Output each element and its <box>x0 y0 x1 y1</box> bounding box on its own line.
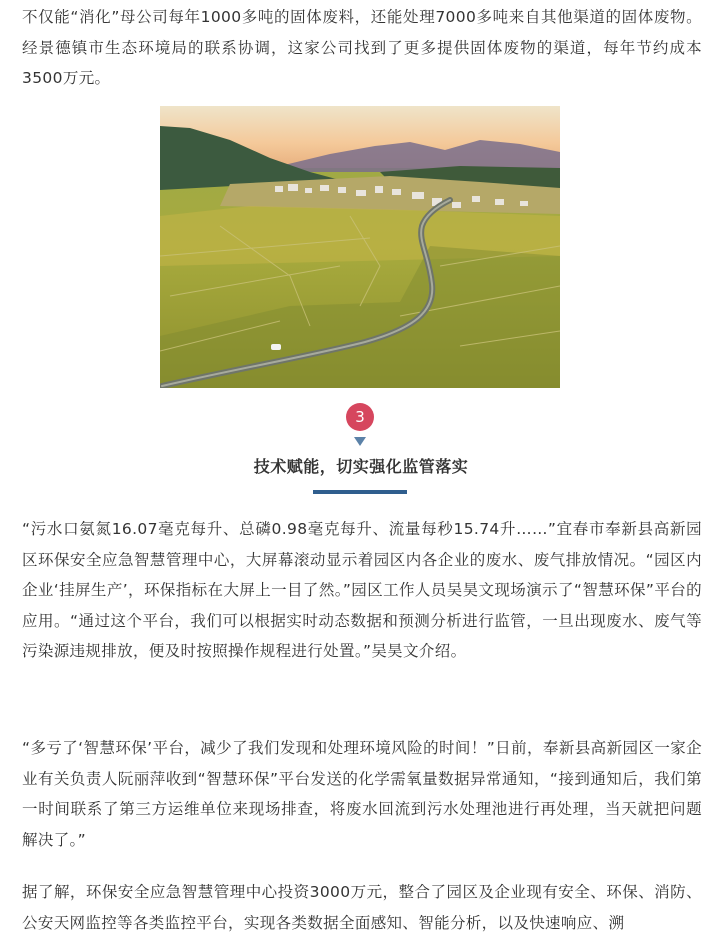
countryside-photo <box>160 106 560 388</box>
paragraph-3: “多亏了‘智慧环保’平台，减少了我们发现和处理环境风险的时间！”日前，奉新县高新园区一家企业有关负责人阮丽萍收到“智慧环保”平台发送的化学需氧量数据异常通知，“接到通知后，我们第一时间联系了第三方运维单位来现场排查，将废水回流到污水处理池进行再处理，当天就把问题解决了。” <box>22 739 702 849</box>
paragraph-4: 据了解，环保安全应急智慧管理中心投资3000万元，整合了园区及企业现有安全、环保、消防、公安天网监控等各类监控平台，实现各类数据全面感知、智能分析，以及快速响应、溯 <box>22 883 702 932</box>
section-number-badge: 3 <box>346 403 374 431</box>
heading-underline <box>313 490 407 494</box>
paragraph-2: “污水口氨氮16.07毫克每升、总磷0.98毫克每升、流量每秒15.74升……”宜春市奉新县高新园区环保安全应急智慧管理中心，大屏幕滚动显示着园区内各企业的废水、废气排放情况。“园区内企业‘挂屏生产’，环保指标在大屏上一目了然。”园区工作人员吴昊文现场演示了“智慧环保”平台的应用。“通过这个平台，我们可以根据实时动态数据和预测分析进行监管，一旦出现废水、废气等污染源违规排放，便及时按照操作规程进行处置。”吴昊文介绍。 <box>22 520 702 660</box>
paragraph-1: 不仅能“消化”母公司每年1000多吨的固体废料，还能处理7000多吨来自其他渠道的固体废物。经景德镇市生态环境局的联系协调，这家公司找到了更多提供固体废物的渠道，每年节约成本3500万元。 <box>22 8 702 87</box>
section-heading: 技术赋能，切实强化监管落实 <box>253 457 469 476</box>
caret-down-icon <box>354 437 366 446</box>
